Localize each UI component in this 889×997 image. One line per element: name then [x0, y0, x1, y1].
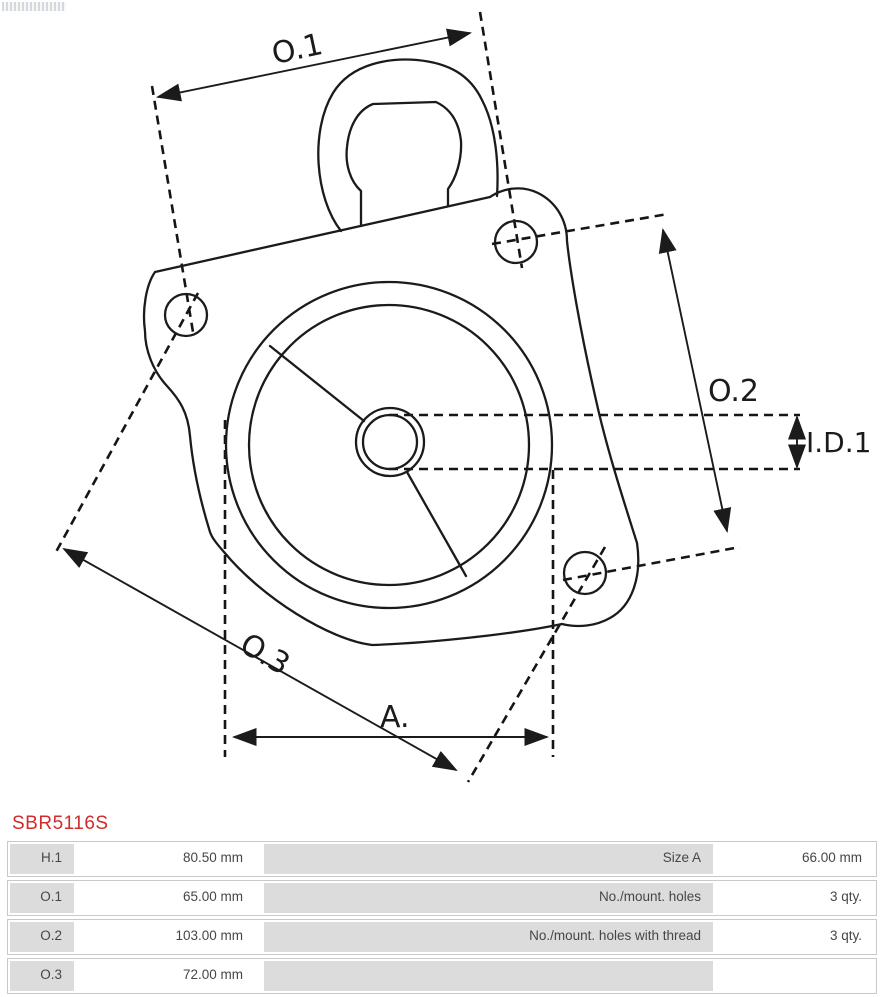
extension-lines — [56, 12, 800, 782]
dimension-lines — [64, 33, 797, 770]
spec-value: 80.50 mm — [182, 850, 243, 865]
bore-circle-outer — [226, 282, 552, 608]
spec-table — [7, 841, 877, 997]
top-lug-outer — [318, 60, 497, 231]
table-row — [7, 958, 877, 994]
label-o2: O.2 — [708, 374, 760, 409]
spec-value: 3 qty. — [829, 889, 862, 904]
ext-line-o3-bottom — [468, 547, 605, 782]
sector-line-upper — [270, 346, 364, 421]
center-bore-outer — [356, 408, 424, 476]
spec-value: 103.00 mm — [175, 928, 243, 943]
spec-key: No./mount. holes — [264, 883, 713, 913]
spec-value: 66.00 mm — [801, 850, 862, 865]
spec-key: No./mount. holes with thread — [264, 922, 713, 952]
spec-key: H.1 — [10, 844, 74, 874]
ext-line-o3-top — [56, 293, 198, 552]
ext-line-o1-right — [480, 12, 522, 268]
spec-key: O.2 — [10, 922, 74, 952]
label-id1: I.D.1 — [806, 426, 872, 459]
label-o1: O.1 — [268, 27, 326, 72]
bore-circle-inner — [249, 305, 529, 585]
mount-hole-left — [165, 294, 207, 336]
sector-line-lower — [407, 472, 466, 576]
spec-key — [264, 961, 713, 991]
table-row — [7, 841, 877, 877]
spec-value: 72.00 mm — [182, 967, 243, 982]
table-row — [7, 880, 877, 916]
spec-value: 65.00 mm — [182, 889, 243, 904]
spec-value — [716, 961, 874, 991]
center-bore-inner — [363, 415, 417, 469]
part-geometry — [144, 60, 638, 645]
spec-key: Size A — [264, 844, 713, 874]
label-a: A. — [380, 700, 410, 735]
spec-value: 3 qty. — [829, 928, 862, 943]
product-code: SBR5116S — [12, 813, 109, 834]
table-row — [7, 919, 877, 955]
label-o3: O.3 — [234, 626, 296, 683]
spec-key: O.1 — [10, 883, 74, 913]
spec-key: O.3 — [10, 961, 74, 991]
